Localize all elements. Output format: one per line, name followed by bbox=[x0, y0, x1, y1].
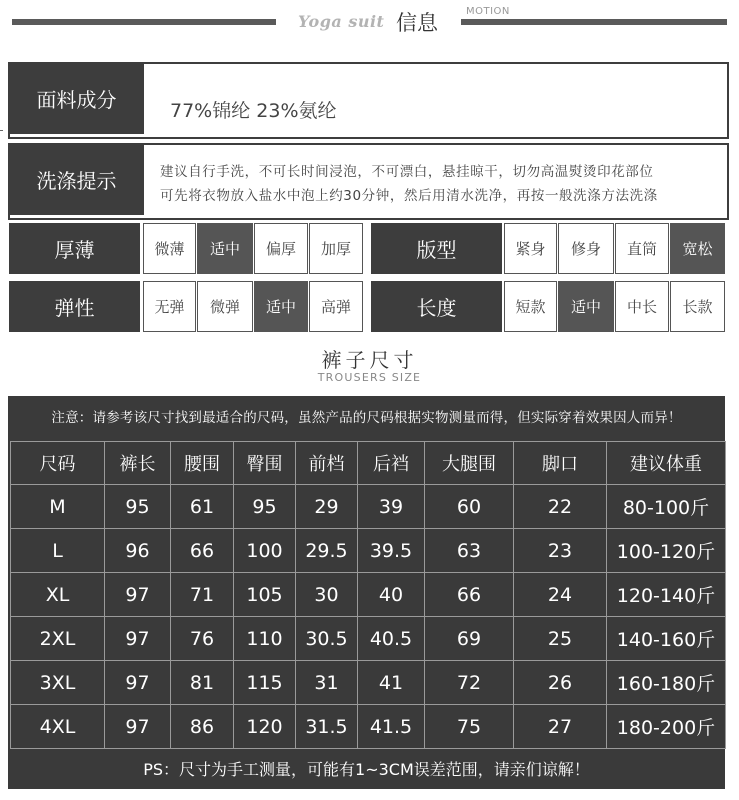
header-title-cn: 信息 bbox=[396, 11, 438, 35]
table-cell: 63 bbox=[424, 528, 514, 573]
table-cell: 95 bbox=[104, 484, 171, 529]
header-tag: MOTION bbox=[466, 6, 510, 17]
table-header-cell: 臀围 bbox=[233, 441, 296, 485]
table-cell: 96 bbox=[104, 528, 171, 573]
thickness-option: 微薄 bbox=[143, 223, 196, 274]
table-header-cell: 裤长 bbox=[104, 441, 171, 485]
table-cell: 29 bbox=[295, 484, 358, 529]
size-section-subtitle: TROUSERS SIZE bbox=[317, 371, 422, 384]
table-cell: 30 bbox=[295, 572, 358, 617]
size-table-footnote: PS：尺寸为手工测量，可能有1~3CM误差范围，请亲们谅解！ bbox=[143, 760, 590, 779]
washing-line-2: 可先将衣物放入盐水中泡上约30分钟，然后用清水洗净，再按一般洗涤方法洗涤 bbox=[160, 188, 658, 204]
length-option: 长款 bbox=[670, 281, 725, 332]
table-cell: 39 bbox=[357, 484, 425, 529]
table-cell: 3XL bbox=[10, 660, 105, 705]
table-cell: 27 bbox=[513, 704, 607, 749]
edge-tick bbox=[0, 130, 3, 131]
elasticity-option: 高弹 bbox=[309, 281, 363, 332]
table-cell: 29.5 bbox=[295, 528, 358, 573]
elasticity-option: 微弹 bbox=[197, 281, 253, 332]
table-cell: 97 bbox=[104, 660, 171, 705]
elasticity-label: 弹性 bbox=[9, 281, 140, 332]
thickness-label: 厚薄 bbox=[9, 223, 140, 274]
table-cell: 26 bbox=[513, 660, 607, 705]
table-cell: 97 bbox=[104, 704, 171, 749]
size-table-note: 注意：请参考该尺寸找到最适合的尺码，虽然产品的尺码根据实物测量而得，但实际穿着效果因人而异！ bbox=[51, 410, 682, 426]
fabric-value: 77%锦纶 23%氨纶 bbox=[170, 100, 337, 122]
table-header-cell: 后裆 bbox=[357, 441, 425, 485]
table-cell: 25 bbox=[513, 616, 607, 661]
table-cell: 31 bbox=[295, 660, 358, 705]
table-cell: 120-140斤 bbox=[606, 572, 726, 617]
header-line-right bbox=[461, 19, 727, 25]
table-cell: 180-200斤 bbox=[606, 704, 726, 749]
washing-label: 洗涤提示 bbox=[9, 144, 144, 215]
fit-option: 修身 bbox=[558, 223, 614, 274]
table-header-cell: 大腿围 bbox=[424, 441, 514, 485]
table-cell: 66 bbox=[424, 572, 514, 617]
table-cell: 41.5 bbox=[357, 704, 425, 749]
table-cell: 24 bbox=[513, 572, 607, 617]
thickness-option: 偏厚 bbox=[254, 223, 308, 274]
table-cell: 22 bbox=[513, 484, 607, 529]
table-cell: 61 bbox=[170, 484, 234, 529]
table-cell: 72 bbox=[424, 660, 514, 705]
table-cell: 30.5 bbox=[295, 616, 358, 661]
table-header-cell: 建议体重 bbox=[606, 441, 726, 485]
length-option: 中长 bbox=[615, 281, 669, 332]
table-cell: 31.5 bbox=[295, 704, 358, 749]
table-cell: 97 bbox=[104, 616, 171, 661]
fit-option: 直筒 bbox=[615, 223, 669, 274]
fit-option: 紧身 bbox=[504, 223, 557, 274]
table-cell: 120 bbox=[233, 704, 296, 749]
table-cell: 160-180斤 bbox=[606, 660, 726, 705]
table-header-cell: 尺码 bbox=[10, 441, 105, 485]
length-option-selected: 适中 bbox=[558, 281, 614, 332]
table-cell: XL bbox=[10, 572, 105, 617]
table-cell: 140-160斤 bbox=[606, 616, 726, 661]
table-cell: 100-120斤 bbox=[606, 528, 726, 573]
table-cell: 60 bbox=[424, 484, 514, 529]
table-cell: 86 bbox=[170, 704, 234, 749]
table-cell: 2XL bbox=[10, 616, 105, 661]
table-header-cell: 前档 bbox=[295, 441, 358, 485]
table-cell: M bbox=[10, 484, 105, 529]
table-cell: 115 bbox=[233, 660, 296, 705]
length-option: 短款 bbox=[504, 281, 557, 332]
thickness-option: 加厚 bbox=[309, 223, 363, 274]
elasticity-option-selected: 适中 bbox=[254, 281, 308, 332]
table-cell: 75 bbox=[424, 704, 514, 749]
table-cell: 66 bbox=[170, 528, 234, 573]
table-header-cell: 脚口 bbox=[513, 441, 607, 485]
header-line-left bbox=[12, 19, 276, 25]
table-cell: 97 bbox=[104, 572, 171, 617]
table-cell: 105 bbox=[233, 572, 296, 617]
table-cell: 71 bbox=[170, 572, 234, 617]
table-cell: L bbox=[10, 528, 105, 573]
table-cell: 81 bbox=[170, 660, 234, 705]
header-title-en: Yoga suit bbox=[298, 12, 385, 31]
table-cell: 95 bbox=[233, 484, 296, 529]
table-cell: 40 bbox=[357, 572, 425, 617]
length-label: 长度 bbox=[371, 281, 502, 332]
table-cell: 23 bbox=[513, 528, 607, 573]
table-cell: 40.5 bbox=[357, 616, 425, 661]
table-cell: 4XL bbox=[10, 704, 105, 749]
washing-line-1: 建议自行手洗，不可长时间浸泡，不可漂白，悬挂晾干，切勿高温熨烫印花部位 bbox=[160, 164, 654, 180]
table-cell: 76 bbox=[170, 616, 234, 661]
fabric-label: 面料成分 bbox=[9, 63, 144, 134]
table-cell: 39.5 bbox=[357, 528, 425, 573]
table-cell: 41 bbox=[357, 660, 425, 705]
table-cell: 110 bbox=[233, 616, 296, 661]
thickness-option-selected: 适中 bbox=[197, 223, 253, 274]
fit-option-selected: 宽松 bbox=[670, 223, 725, 274]
elasticity-option: 无弹 bbox=[143, 281, 196, 332]
fit-label: 版型 bbox=[371, 223, 502, 274]
table-cell: 80-100斤 bbox=[606, 484, 726, 529]
table-header-cell: 腰围 bbox=[170, 441, 234, 485]
table-cell: 69 bbox=[424, 616, 514, 661]
table-cell: 100 bbox=[233, 528, 296, 573]
size-section-title: 裤子尺寸 bbox=[321, 348, 418, 372]
